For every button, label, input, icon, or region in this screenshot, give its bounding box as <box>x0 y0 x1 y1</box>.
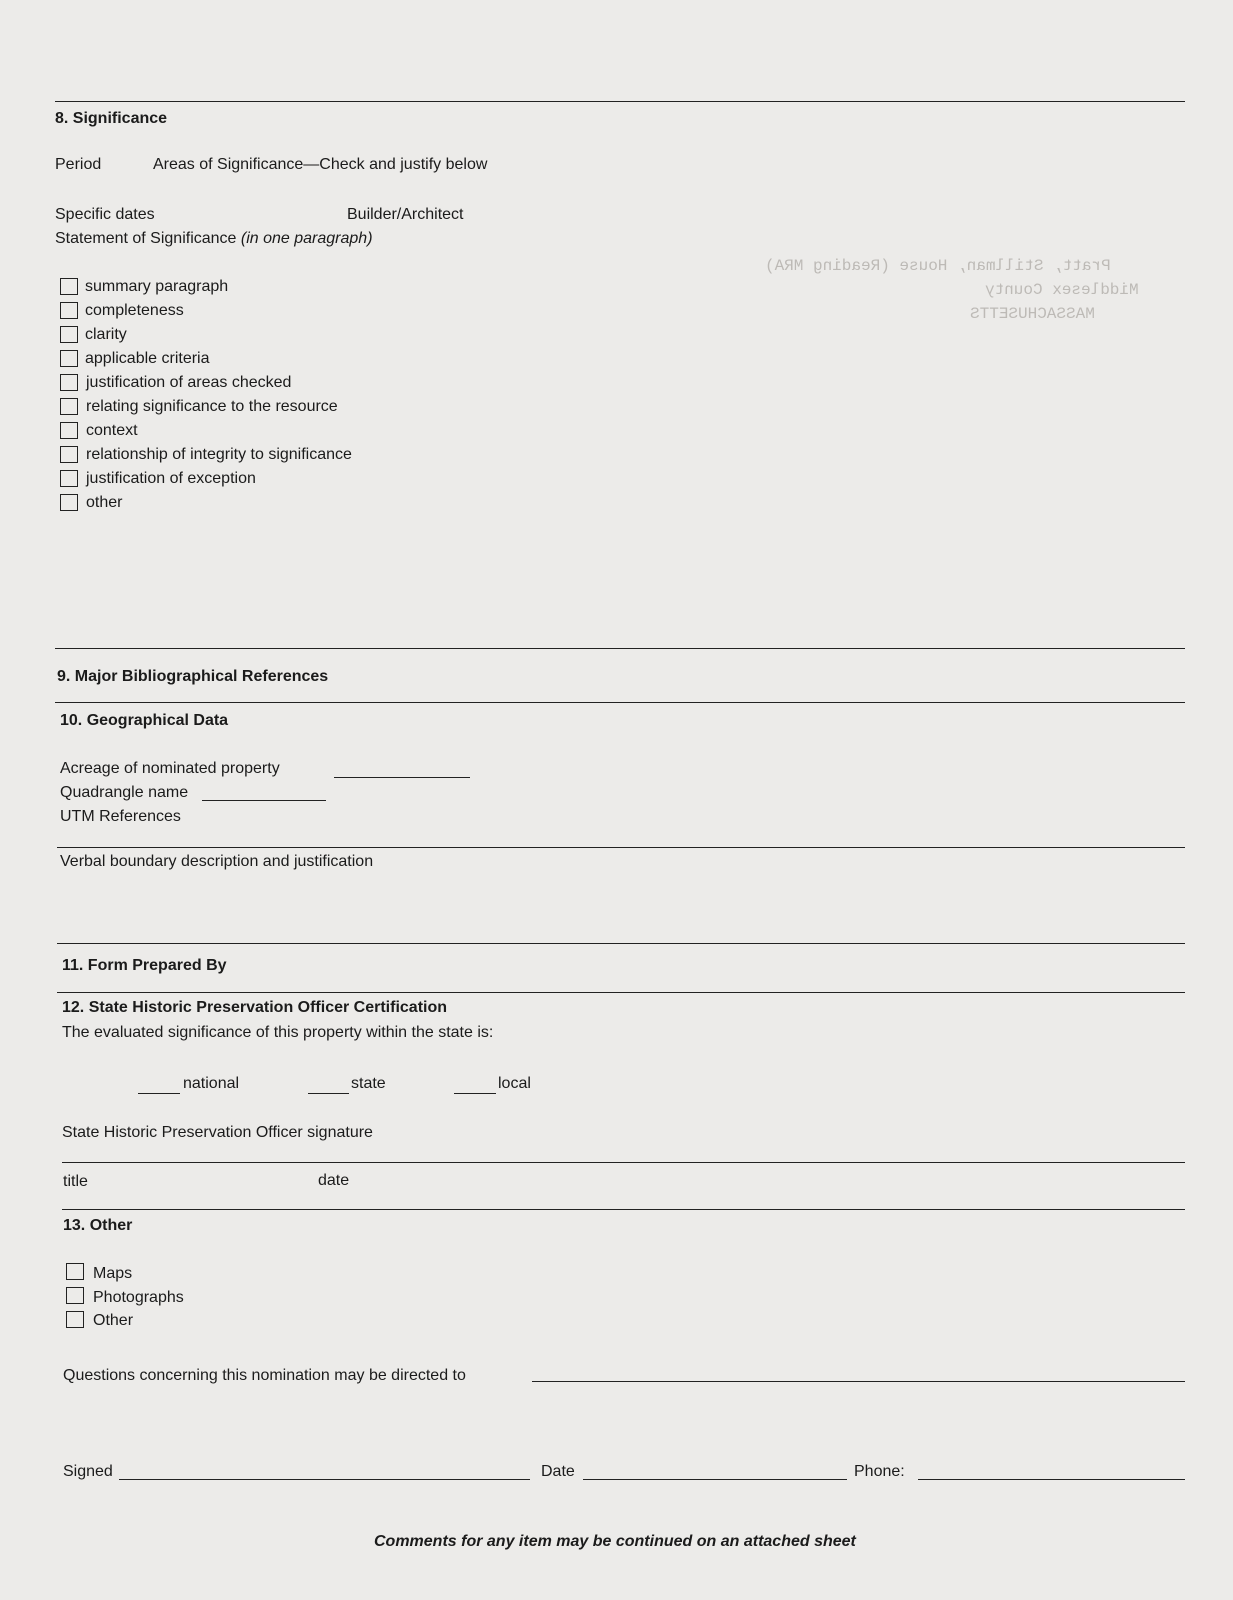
checklist-label: relationship of integrity to significance <box>86 446 352 463</box>
top-rule <box>55 101 1185 102</box>
summary-paragraph-checkbox[interactable] <box>60 278 78 295</box>
section-divider <box>62 1209 1185 1210</box>
checklist-label: Photographs <box>93 1289 184 1306</box>
questions-contact-field[interactable] <box>532 1381 1185 1382</box>
period-label: Period <box>55 156 102 173</box>
questions-label: Questions concerning this nomination may be directed to <box>63 1367 466 1384</box>
section-divider <box>57 943 1185 944</box>
section-divider <box>57 847 1185 848</box>
footer-date-label: Date <box>541 1463 575 1480</box>
bleed-through-line-2: Middlesex County <box>985 281 1139 299</box>
signature-line[interactable] <box>62 1162 1185 1163</box>
national-option-label: national <box>183 1075 240 1092</box>
national-blank[interactable] <box>138 1093 180 1094</box>
specific-dates-label: Specific dates <box>55 206 155 223</box>
statement-label-text: Statement of Significance <box>55 230 237 247</box>
checklist-label: context <box>86 422 138 439</box>
signed-field[interactable] <box>119 1479 530 1480</box>
date-label: date <box>318 1172 350 1189</box>
maps-checkbox[interactable] <box>66 1263 84 1280</box>
section-divider <box>57 992 1185 993</box>
section-13-heading: 13. Other <box>63 1217 133 1234</box>
other-checkbox[interactable] <box>60 494 78 511</box>
footer-note: Comments for any item may be continued on an attached sheet <box>374 1533 856 1550</box>
local-option-label: local <box>498 1075 531 1092</box>
signed-label: Signed <box>63 1463 113 1480</box>
context-checkbox[interactable] <box>60 422 78 439</box>
areas-of-significance-label: Areas of Significance—Check and justify below <box>153 156 488 173</box>
checklist-label: Maps <box>93 1265 133 1282</box>
statement-hint: (in one paragraph) <box>240 230 373 247</box>
relating-significance-checkbox[interactable] <box>60 398 78 415</box>
local-blank[interactable] <box>454 1093 496 1094</box>
section-10-heading: 10. Geographical Data <box>60 712 229 729</box>
shpo-signature-label: State Historic Preservation Officer signature <box>62 1124 373 1141</box>
state-blank[interactable] <box>308 1093 349 1094</box>
section-divider <box>55 702 1185 703</box>
state-option-label: state <box>351 1075 386 1092</box>
title-label: title <box>63 1173 88 1190</box>
quadrangle-field[interactable] <box>202 800 326 801</box>
section-8-heading: 8. Significance <box>55 110 168 127</box>
acreage-field[interactable] <box>334 777 470 778</box>
other-materials-checkbox[interactable] <box>66 1311 84 1328</box>
completeness-checkbox[interactable] <box>60 302 78 319</box>
checklist-label: clarity <box>85 326 127 343</box>
section-9-heading: 9. Major Bibliographical References <box>57 668 329 685</box>
phone-label: Phone: <box>854 1463 905 1480</box>
bleed-through-line-3: MASSACHUSETTS <box>970 305 1095 323</box>
clarity-checkbox[interactable] <box>60 326 78 343</box>
section-12-heading: 12. State Historic Preservation Officer Certification <box>62 999 448 1016</box>
builder-architect-label: Builder/Architect <box>347 206 464 223</box>
phone-field[interactable] <box>918 1479 1185 1480</box>
checklist-label: applicable criteria <box>85 350 210 367</box>
statement-of-significance-label <box>55 229 373 249</box>
integrity-checkbox[interactable] <box>60 446 78 463</box>
applicable-criteria-checkbox[interactable] <box>60 350 78 367</box>
checklist-label: justification of areas checked <box>86 374 292 391</box>
checklist-label: summary paragraph <box>85 278 229 295</box>
verbal-boundary-label: Verbal boundary description and justification <box>60 853 374 870</box>
photographs-checkbox[interactable] <box>66 1287 84 1304</box>
checklist-label: Other <box>93 1312 134 1329</box>
checklist-label: justification of exception <box>86 470 256 487</box>
justification-of-exception-checkbox[interactable] <box>60 470 78 487</box>
evaluated-significance-statement: The evaluated significance of this property within the state is: <box>62 1024 494 1041</box>
quadrangle-label: Quadrangle name <box>60 784 189 801</box>
bleed-through-line-1: Pratt, Stillman, House (Reading MRA) <box>765 257 1111 275</box>
checklist-label: other <box>86 494 123 511</box>
checklist-label: relating significance to the resource <box>86 398 338 415</box>
justification-of-areas-checkbox[interactable] <box>60 374 78 391</box>
footer-date-field[interactable] <box>583 1479 847 1480</box>
section-11-heading: 11. Form Prepared By <box>62 957 227 974</box>
checklist-label: completeness <box>85 302 184 319</box>
acreage-label: Acreage of nominated property <box>60 760 280 777</box>
section-divider <box>55 648 1185 649</box>
utm-references-label: UTM References <box>60 808 181 825</box>
